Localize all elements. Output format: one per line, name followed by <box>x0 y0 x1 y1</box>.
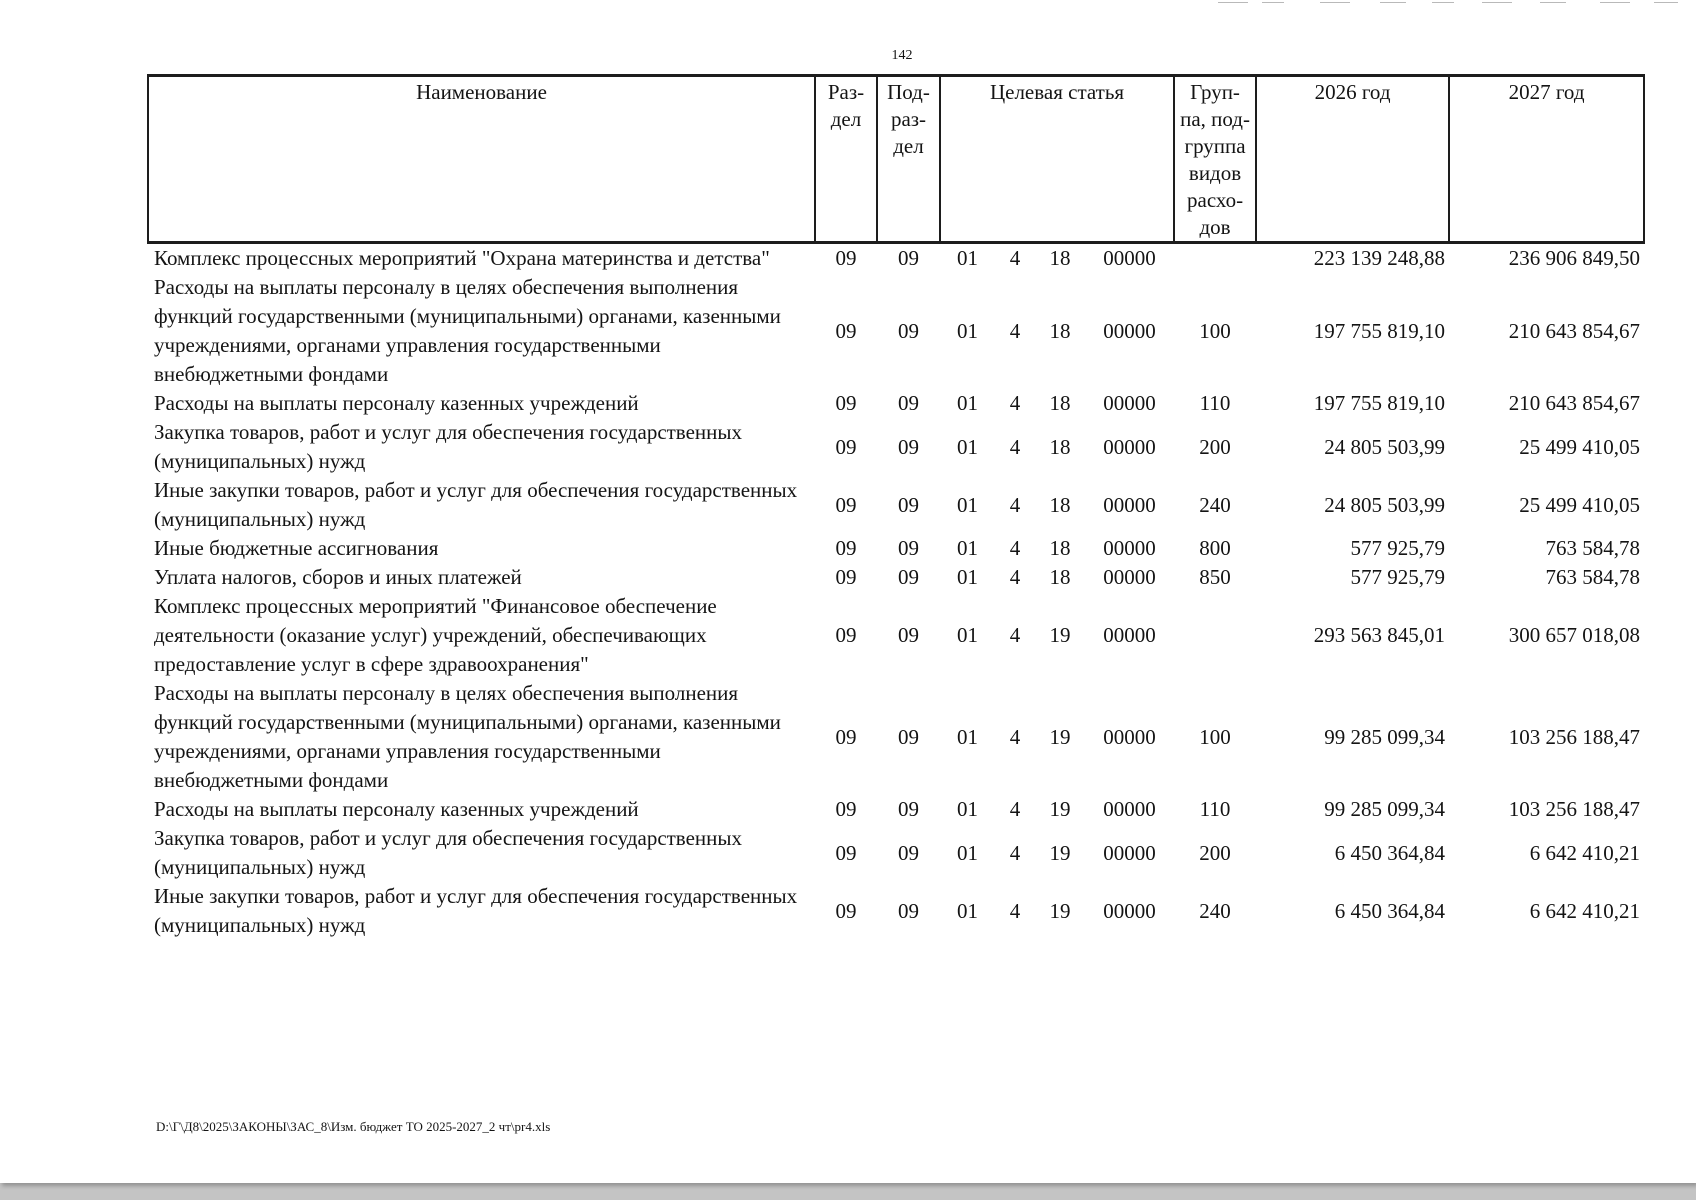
row-section: 09 <box>835 898 857 923</box>
row-target-direction: 00000 <box>1103 623 1156 647</box>
row-subsection: 09 <box>898 724 919 749</box>
row-target-type: 4 <box>1009 318 1021 343</box>
budget-table <box>147 74 1645 940</box>
page-number: 142 <box>891 48 913 63</box>
row-amount-2026: 293 563 845,01 <box>1313 623 1446 647</box>
row-name: Закупка товаров, работ и услуг для обеспечения государственных (муниципальных) нужд <box>154 826 743 879</box>
row-target-type: 4 <box>1009 246 1021 270</box>
row-target-program: 01 <box>957 318 978 343</box>
row-expense-group: 200 <box>1199 840 1231 865</box>
row-amount-2026: 223 139 248,88 <box>1313 246 1446 270</box>
row-target-complex: 18 <box>1049 492 1071 517</box>
table-row <box>148 563 1644 592</box>
row-expense-group: 110 <box>1199 797 1231 821</box>
header-section: Раз- дел <box>815 76 877 243</box>
row-expense-group: 100 <box>1199 318 1231 343</box>
row-target-program: 01 <box>957 246 978 270</box>
row-target-direction: 00000 <box>1103 565 1156 589</box>
header-subsection: Под- раз- дел <box>877 76 940 243</box>
row-subsection: 09 <box>898 565 919 589</box>
scan-artifact <box>1262 2 1284 3</box>
row-name: Уплата налогов, сборов и иных платежей <box>154 565 522 589</box>
header-expense-group: Груп- па, под- группа видов расхо- дов <box>1174 76 1256 243</box>
table-row <box>148 476 1644 534</box>
row-target-complex: 19 <box>1049 797 1071 821</box>
row-section: 09 <box>835 434 857 459</box>
row-amount-2027: 25 499 410,05 <box>1519 492 1641 517</box>
row-subsection: 09 <box>898 246 919 270</box>
row-target-program: 01 <box>957 797 978 821</box>
row-amount-2027: 103 256 188,47 <box>1508 724 1641 749</box>
row-amount-2026: 24 805 503,99 <box>1324 492 1446 517</box>
table-row <box>148 273 1644 389</box>
table-row <box>148 243 1644 274</box>
table-row <box>148 389 1644 418</box>
row-amount-2027: 210 643 854,67 <box>1508 318 1641 343</box>
row-expense-group: 200 <box>1199 434 1231 459</box>
header-target-article: Целевая статья <box>940 76 1174 243</box>
row-target-program: 01 <box>957 492 978 517</box>
row-section: 09 <box>835 565 857 589</box>
row-target-complex: 18 <box>1049 536 1071 560</box>
row-target-direction: 00000 <box>1103 797 1156 821</box>
row-name: Расходы на выплаты персоналу казенных учреждений <box>154 391 639 415</box>
row-amount-2027: 6 642 410,21 <box>1529 898 1641 923</box>
row-section: 09 <box>835 797 857 821</box>
row-subsection: 09 <box>898 318 919 343</box>
table-row <box>148 592 1644 679</box>
row-subsection: 09 <box>898 434 919 459</box>
row-target-direction: 00000 <box>1103 898 1156 923</box>
footer-file-path: D:\Г\Д8\2025\ЗАКОНЫ\ЗАС_8\Изм. бюджет ТО 2025-2027_2 чт\pr4.xls <box>156 1119 551 1134</box>
row-subsection: 09 <box>898 898 919 923</box>
scan-artifact <box>1600 2 1630 3</box>
row-amount-2027: 763 584,78 <box>1545 536 1641 560</box>
row-target-direction: 00000 <box>1103 840 1156 865</box>
row-target-complex: 18 <box>1049 391 1071 415</box>
row-target-type: 4 <box>1009 565 1021 589</box>
row-amount-2026: 99 285 099,34 <box>1324 797 1446 821</box>
row-name: Закупка товаров, работ и услуг для обеспечения государственных (муниципальных) нужд <box>154 420 743 473</box>
row-amount-2027: 236 906 849,50 <box>1508 246 1641 270</box>
scan-artifact <box>1218 2 1248 3</box>
row-target-direction: 00000 <box>1103 492 1156 517</box>
scan-artifact <box>1320 2 1350 3</box>
row-section: 09 <box>835 492 857 517</box>
row-target-program: 01 <box>957 391 978 415</box>
row-name: Иные бюджетные ассигнования <box>154 536 439 560</box>
scan-artifact <box>1654 2 1678 3</box>
row-target-complex: 19 <box>1049 724 1071 749</box>
row-expense-group: 240 <box>1199 898 1231 923</box>
row-amount-2026: 577 925,79 <box>1350 536 1446 560</box>
row-amount-2027: 300 657 018,08 <box>1508 623 1641 647</box>
table-row <box>148 679 1644 795</box>
row-name: Расходы на выплаты персоналу в целях обеспечения выполнения функций государственными (муниципальными) органами, казенными учреждениями, органами управления государственными внебюджетными фондами <box>154 681 781 792</box>
header-name: Наименование <box>148 76 815 243</box>
row-expense-group: 110 <box>1199 391 1231 415</box>
row-target-complex: 18 <box>1049 434 1071 459</box>
row-amount-2026: 577 925,79 <box>1350 565 1446 589</box>
row-target-direction: 00000 <box>1103 391 1156 415</box>
row-target-type: 4 <box>1009 724 1021 749</box>
row-target-direction: 00000 <box>1103 246 1156 270</box>
row-name: Расходы на выплаты персоналу казенных учреждений <box>154 797 639 821</box>
scan-artifact <box>1380 2 1406 3</box>
row-amount-2027: 25 499 410,05 <box>1519 434 1641 459</box>
row-section: 09 <box>835 391 857 415</box>
row-target-complex: 18 <box>1049 246 1071 270</box>
row-target-type: 4 <box>1009 898 1021 923</box>
row-amount-2027: 763 584,78 <box>1545 565 1641 589</box>
row-section: 09 <box>835 724 857 749</box>
row-target-direction: 00000 <box>1103 434 1156 459</box>
header-year-2027: 2027 год <box>1449 76 1644 243</box>
row-subsection: 09 <box>898 797 919 821</box>
row-name: Иные закупки товаров, работ и услуг для обеспечения государственных (муниципальных) нужд <box>154 884 798 937</box>
row-target-program: 01 <box>957 536 978 560</box>
row-amount-2027: 103 256 188,47 <box>1508 797 1641 821</box>
row-section: 09 <box>835 840 857 865</box>
row-expense-group: 850 <box>1199 565 1231 589</box>
row-amount-2026: 99 285 099,34 <box>1324 724 1446 749</box>
row-target-program: 01 <box>957 898 978 923</box>
row-target-type: 4 <box>1009 434 1021 459</box>
row-target-program: 01 <box>957 840 978 865</box>
row-section: 09 <box>835 536 857 560</box>
row-amount-2026: 197 755 819,10 <box>1313 391 1446 415</box>
row-target-type: 4 <box>1009 391 1021 415</box>
row-target-complex: 19 <box>1049 623 1071 647</box>
row-expense-group: 240 <box>1199 492 1231 517</box>
row-name: Комплекс процессных мероприятий "Охрана материнства и детства" <box>154 246 770 270</box>
row-target-program: 01 <box>957 434 978 459</box>
table-header-row <box>148 76 1644 243</box>
row-target-complex: 18 <box>1049 565 1071 589</box>
scan-artifact <box>1482 2 1512 3</box>
row-amount-2027: 6 642 410,21 <box>1529 840 1641 865</box>
row-target-complex: 19 <box>1049 840 1071 865</box>
row-subsection: 09 <box>898 391 919 415</box>
row-amount-2026: 24 805 503,99 <box>1324 434 1446 459</box>
row-amount-2026: 6 450 364,84 <box>1334 840 1446 865</box>
row-expense-group: 800 <box>1199 536 1231 560</box>
table-row <box>148 882 1644 940</box>
table-body <box>148 243 1644 941</box>
row-target-type: 4 <box>1009 536 1021 560</box>
scan-artifact <box>1540 2 1566 3</box>
row-subsection: 09 <box>898 840 919 865</box>
row-name: Иные закупки товаров, работ и услуг для обеспечения государственных (муниципальных) нужд <box>154 478 798 531</box>
row-target-type: 4 <box>1009 797 1021 821</box>
row-amount-2026: 6 450 364,84 <box>1334 898 1446 923</box>
row-expense-group <box>1174 243 1256 274</box>
table-row <box>148 418 1644 476</box>
row-target-type: 4 <box>1009 840 1021 865</box>
row-amount-2027: 210 643 854,67 <box>1508 391 1641 415</box>
row-expense-group <box>1174 592 1256 679</box>
row-target-program: 01 <box>957 623 978 647</box>
row-section: 09 <box>835 623 857 647</box>
table-row <box>148 824 1644 882</box>
row-subsection: 09 <box>898 536 919 560</box>
row-section: 09 <box>835 318 857 343</box>
row-name: Расходы на выплаты персоналу в целях обеспечения выполнения функций государственными (муниципальными) органами, казенными учреждениями, органами управления государственными внебюджетными фондами <box>154 275 781 386</box>
row-target-complex: 19 <box>1049 898 1071 923</box>
row-target-direction: 00000 <box>1103 318 1156 343</box>
row-expense-group: 100 <box>1199 724 1231 749</box>
table-row <box>148 795 1644 824</box>
row-name: Комплекс процессных мероприятий "Финансовое обеспечение деятельности (оказание услуг) учреждений, обеспечивающих предоставление услуг в сфере здравоохранения" <box>154 594 717 676</box>
row-target-type: 4 <box>1009 623 1021 647</box>
row-subsection: 09 <box>898 492 919 517</box>
scan-artifact <box>1432 2 1454 3</box>
row-amount-2026: 197 755 819,10 <box>1313 318 1446 343</box>
row-target-direction: 00000 <box>1103 536 1156 560</box>
table-row <box>148 534 1644 563</box>
row-target-direction: 00000 <box>1103 724 1156 749</box>
row-target-program: 01 <box>957 724 978 749</box>
header-year-2026: 2026 год <box>1256 76 1449 243</box>
row-target-program: 01 <box>957 565 978 589</box>
row-subsection: 09 <box>898 623 919 647</box>
row-target-complex: 18 <box>1049 318 1071 343</box>
row-section: 09 <box>835 246 857 270</box>
row-target-type: 4 <box>1009 492 1021 517</box>
